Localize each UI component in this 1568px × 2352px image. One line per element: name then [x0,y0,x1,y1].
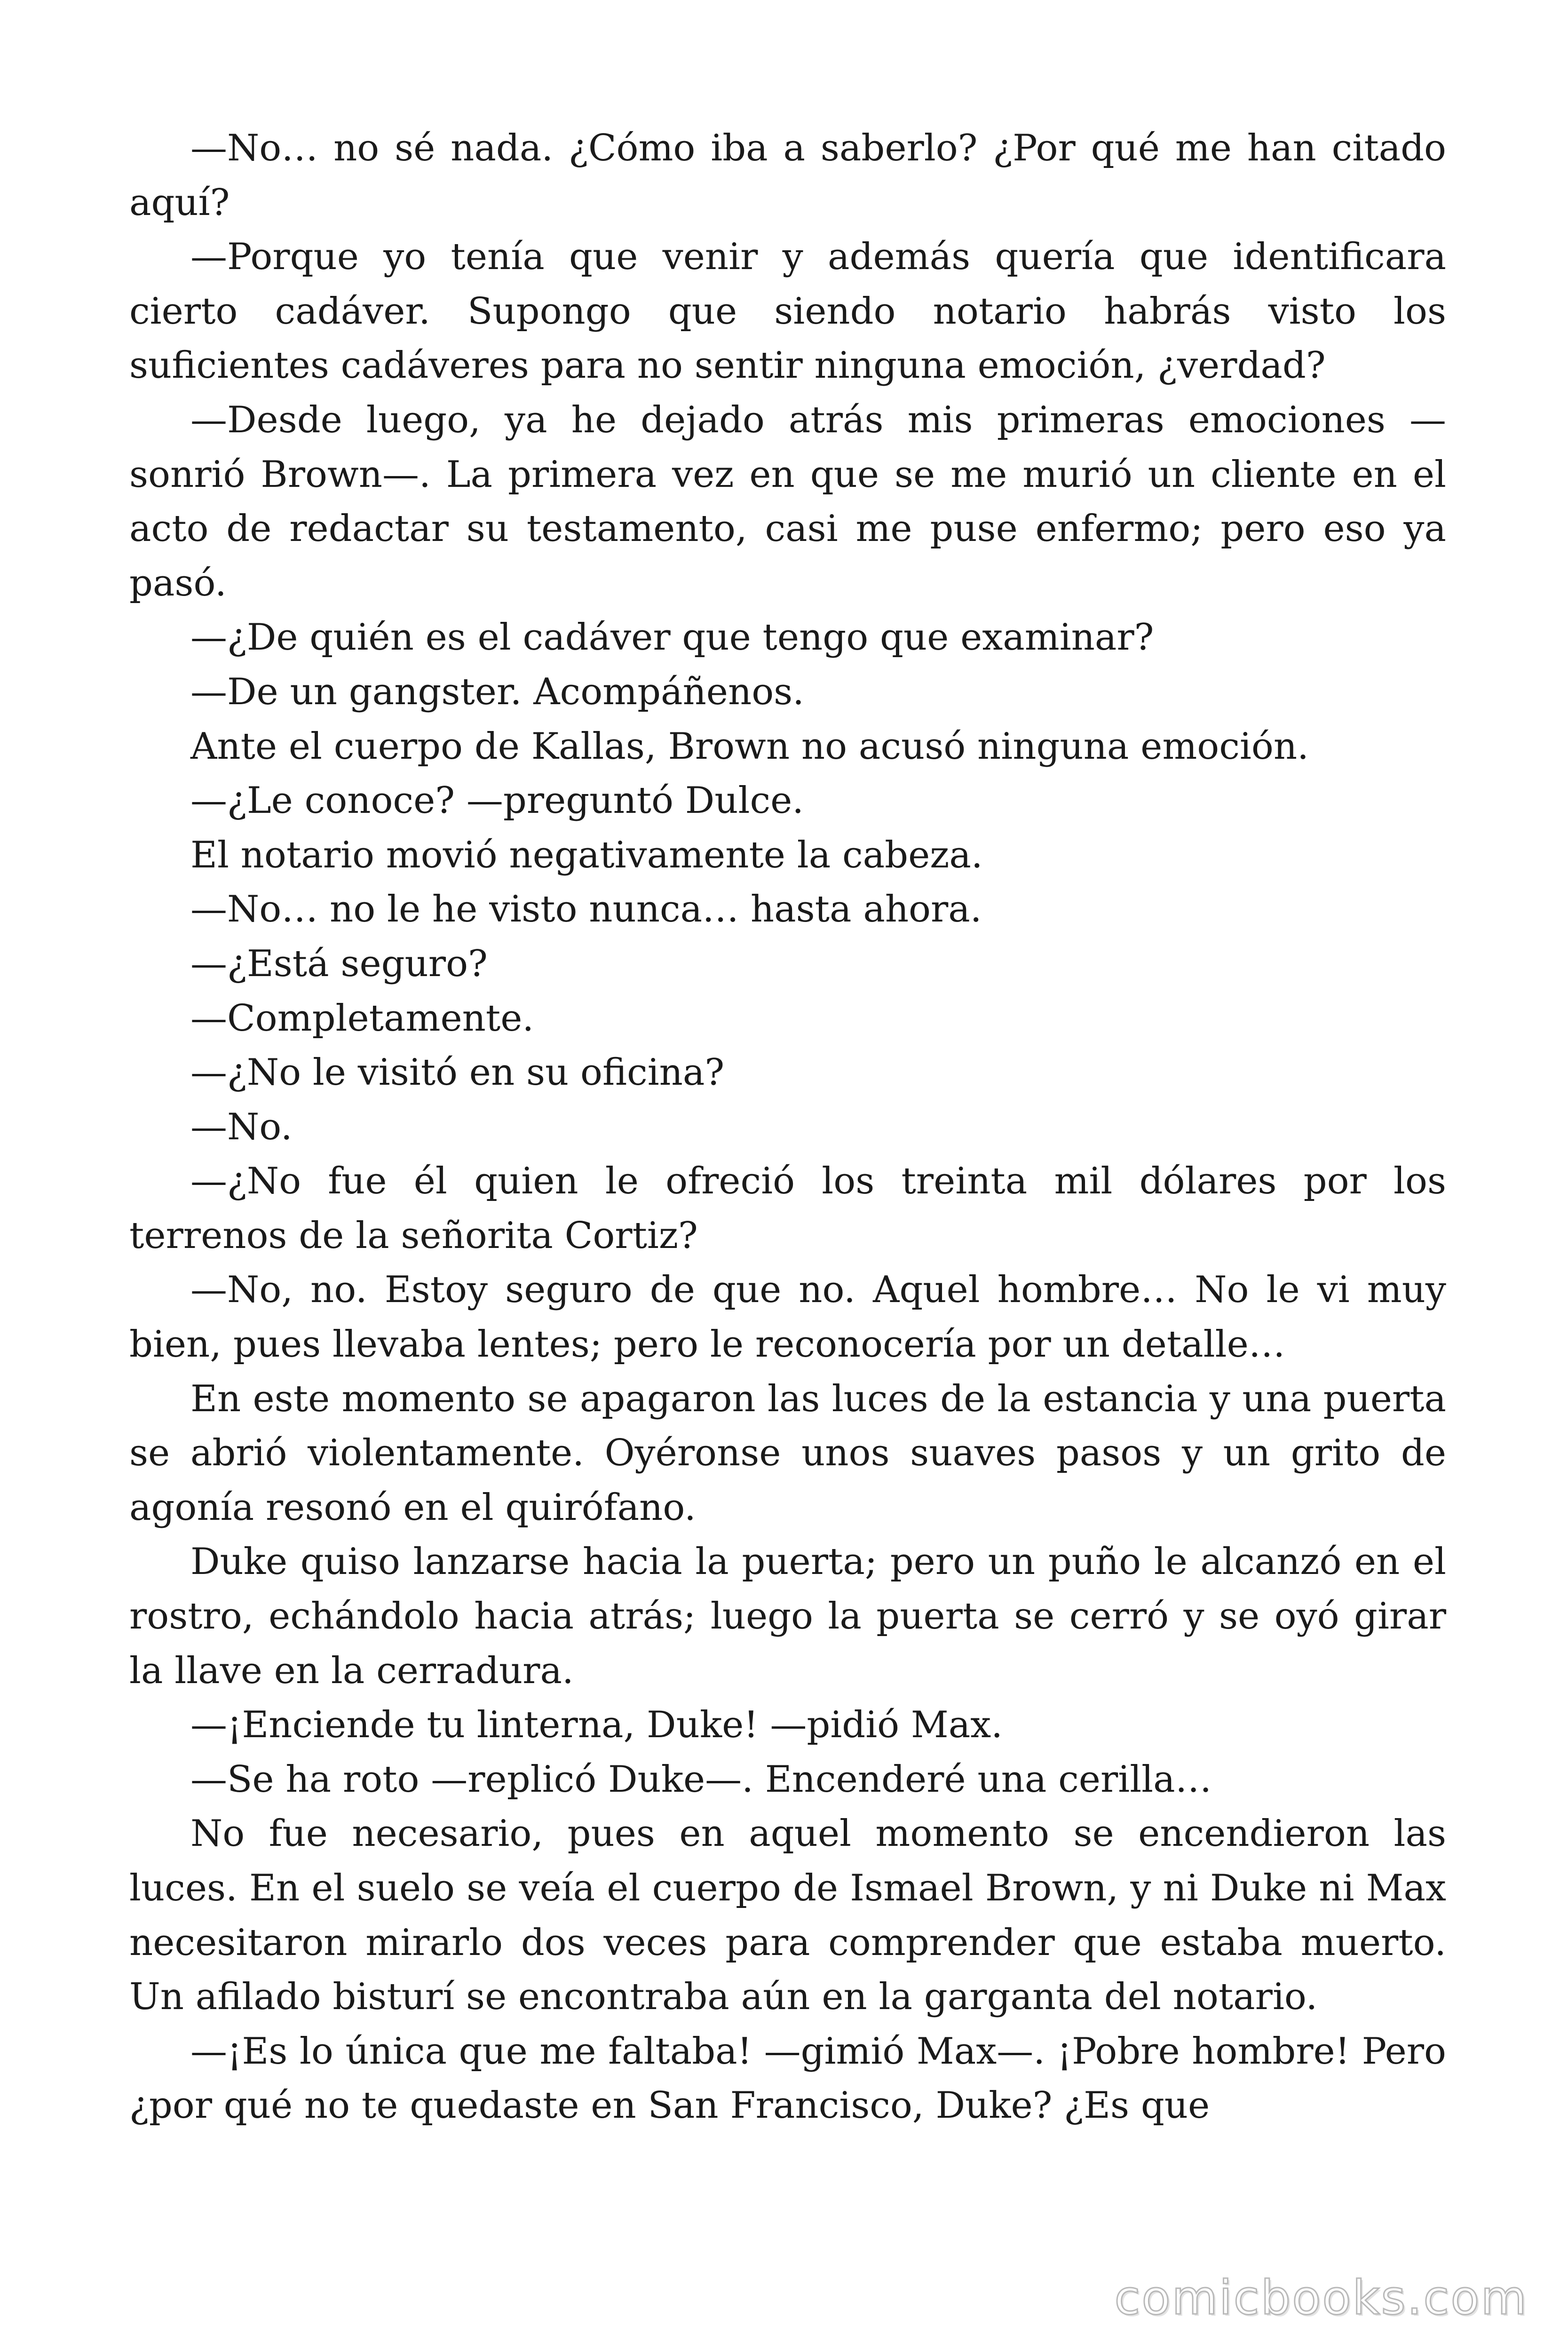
paragraph: —No. [190,1105,293,1148]
paragraph: —No… no sé nada. ¿Cómo iba a saberlo? ¿Por qué me han citado aquí? [129,127,1446,224]
paragraph: —Se ha roto —replicó Duke—. Encenderé una cerilla… [190,1758,1212,1801]
paragraph: —No… no le he visto nunca… hasta ahora. [190,888,982,931]
paragraph: —¿No fue él quien le ofreció los treinta mil dólares por los terrenos de la señorita Cortiz? [129,1160,1446,1257]
paragraph: No fue necesario, pues en aquel momento se encendieron las luces. En el suelo se veía el cuerpo de Ismael Brown, y ni Duke ni Max necesitaron mirarlo dos veces para comprender que estaba muerto. Un afilado bisturí se encontraba aún en la garganta del notario. [129,1812,1446,2018]
paragraph: —Porque yo tenía que venir y además quería que identificara cierto cadáver. Supongo que siendo notario habrás visto los suficientes cadáveres para no sentir ninguna emoción, ¿verdad? [129,236,1446,387]
paragraph: —¿De quién es el cadáver que tengo que examinar? [190,616,1154,659]
paragraph: —De un gangster. Acompáñenos. [190,670,804,713]
paragraph: —No, no. Estoy seguro de que no. Aquel hombre… No le vi muy bien, pues llevaba lentes; pero le reconocería por un detalle… [129,1269,1446,1366]
paragraph: —Desde luego, ya he dejado atrás mis primeras emociones —sonrió Brown—. La primera vez en que se me murió un cliente en el acto de redactar su testamento, casi me puse enfermo; pero eso ya pasó. [129,398,1446,604]
paragraph: —¿Le conoce? —preguntó Dulce. [190,779,804,822]
page-text [129,121,1446,2133]
paragraph: —¿No le visitó en su oficina? [190,1051,725,1094]
paragraph: El notario movió negativamente la cabeza. [190,834,983,876]
paragraph: —Completamente. [190,997,534,1040]
paragraph: —¿Está seguro? [190,942,488,985]
paragraph: —¡Es lo única que me faltaba! —gimió Max—. ¡Pobre hombre! Pero ¿por qué no te quedaste en San Francisco, Duke? ¿Es que [129,2030,1446,2127]
paragraph: —¡Enciende tu linterna, Duke! —pidió Max. [190,1704,1003,1747]
watermark: comicbooks.com [1114,2270,1528,2325]
paragraph: Duke quiso lanzarse hacia la puerta; pero un puño le alcanzó en el rostro, echándolo hacia atrás; luego la puerta se cerró y se oyó girar la llave en la cerradura. [129,1541,1446,1692]
paragraph: En este momento se apagaron las luces de la estancia y una puerta se abrió violentamente. Oyéronse unos suaves pasos y un grito de agonía resonó en el quirófano. [129,1377,1446,1529]
paragraph: Ante el cuerpo de Kallas, Brown no acusó ninguna emoción. [190,725,1309,768]
